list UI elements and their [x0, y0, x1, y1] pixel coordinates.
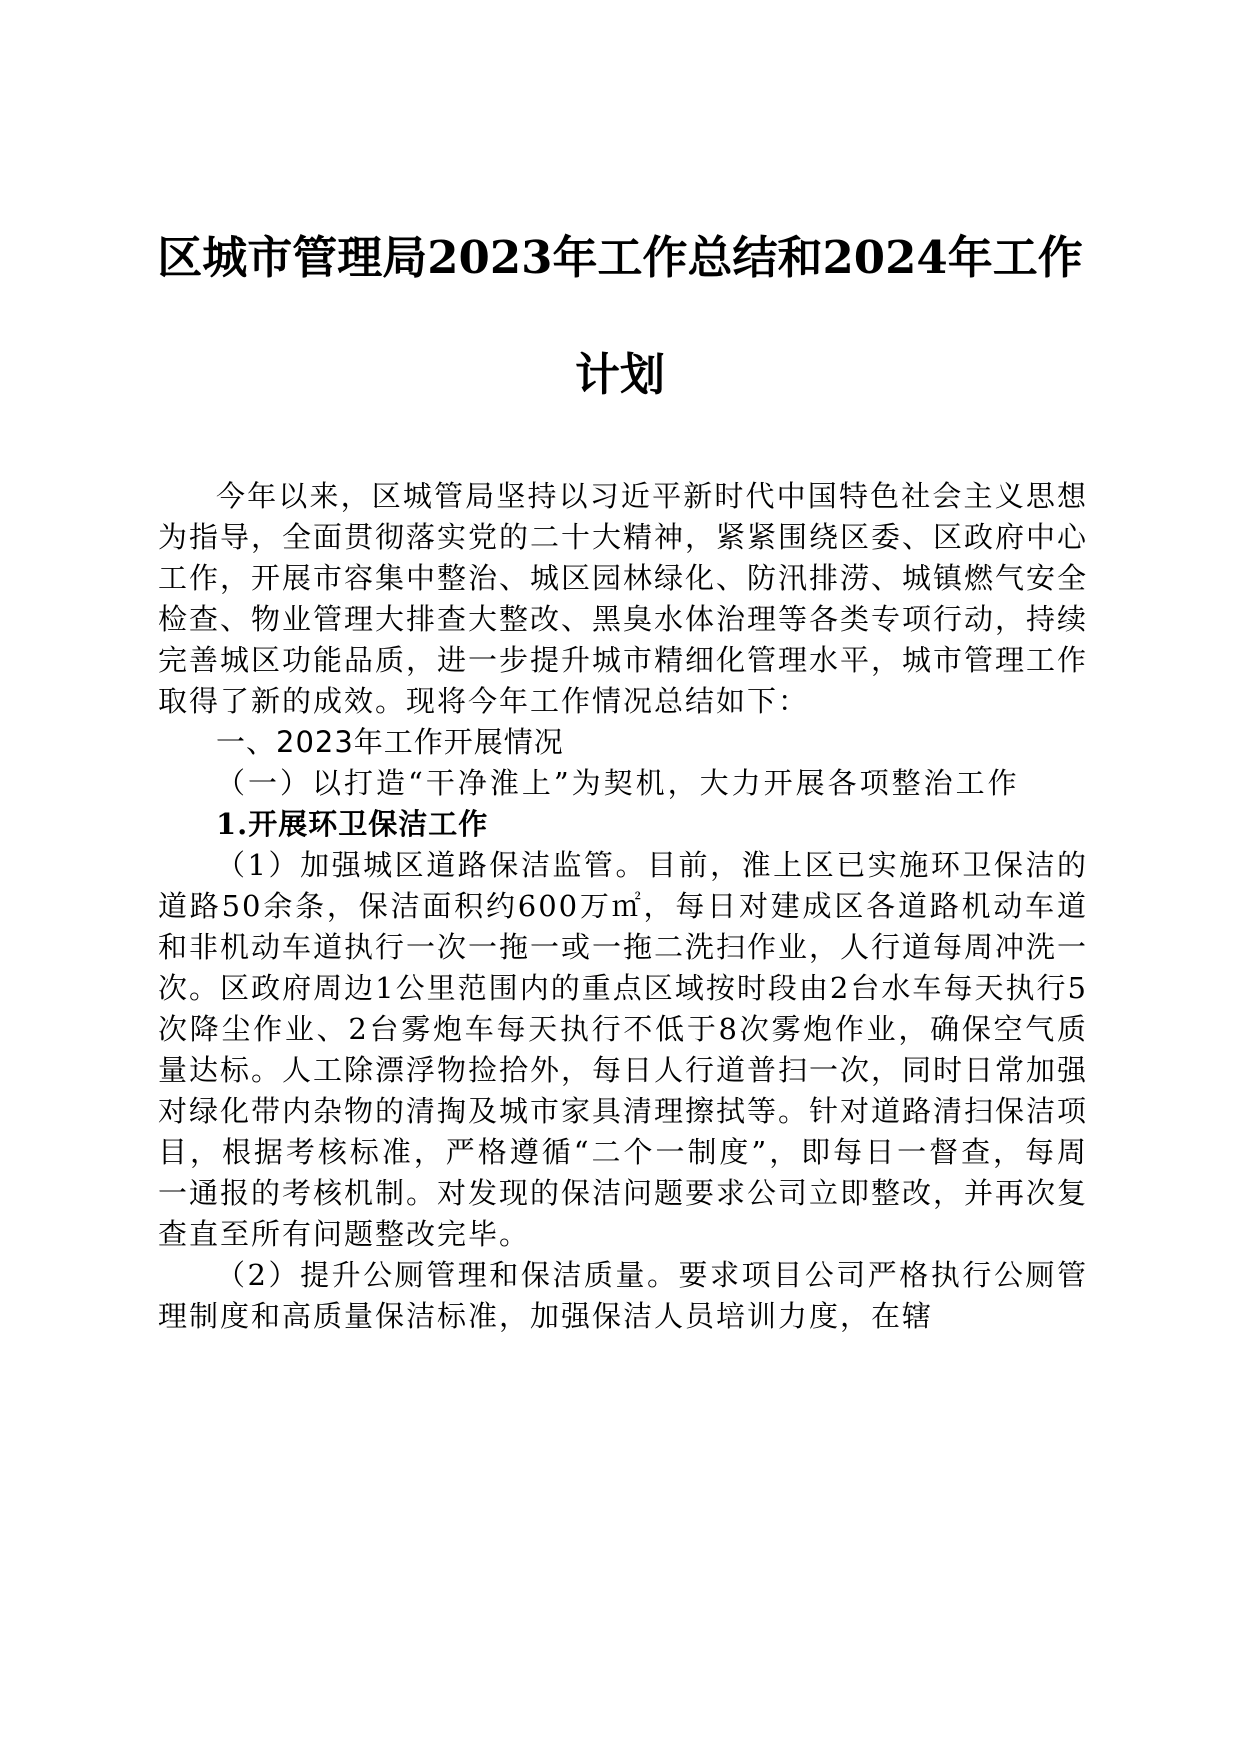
section-heading: 一、2023年工作开展情况: [216, 725, 564, 759]
item-paragraph-2: （2）提升公厕管理和保洁质量。要求项目公司严格执行公厕管理制度和高质量保洁标准，加强保洁人员培训力度，在辖: [158, 1258, 1088, 1333]
intro-paragraph: 今年以来，区城管局坚持以习近平新时代中国特色社会主义思想为指导，全面贯彻落实党的二十大精神，紧紧围绕区委、区政府中心工作，开展市容集中整治、城区园林绿化、防汛排涝、城镇燃气安全检查、物业管理大排查大整改、黑臭水体治理等各类专项行动，持续完善城区功能品质，进一步提升城市精细化管理水平，城市管理工作取得了新的成效。现将今年工作情况总结如下：: [158, 479, 1089, 718]
item-paragraph-1: （1）加强城区道路保洁监管。目前，淮上区已实施环卫保洁的道路50余条，保洁面积约600万㎡，每日对建成区各道路机动车道和非机动车道执行一次一拖一或一拖二洗扫作业，人行道每周冲洗一次。区政府周边1公里范围内的重点区域按时段由2台水车每天执行5次降尘作业、2台雾炮车每天执行不低于8次雾炮作业，确保空气质量达标。人工除漂浮物捡拾外，每日人行道普扫一次，同时日常加强对绿化带内杂物的清掏及城市家具清理擦拭等。针对道路清扫保洁项目，根据考核标准，严格遵循“二个一制度”，即每日一督查，每周一通报的考核机制。对发现的保洁问题要求公司立即整改，并再次复查直至所有问题整改完毕。: [158, 848, 1089, 1251]
document-body: [158, 476, 1088, 1337]
subsection-heading: （一）以打造“干净淮上”为契机，大力开展各项整治工作: [216, 766, 1020, 800]
document-title-line1: 区城市管理局2023年工作总结和2024年工作: [157, 231, 1083, 284]
document-title-line2: 计划: [574, 348, 665, 401]
item-heading: 1.开展环卫保洁工作: [216, 807, 489, 841]
